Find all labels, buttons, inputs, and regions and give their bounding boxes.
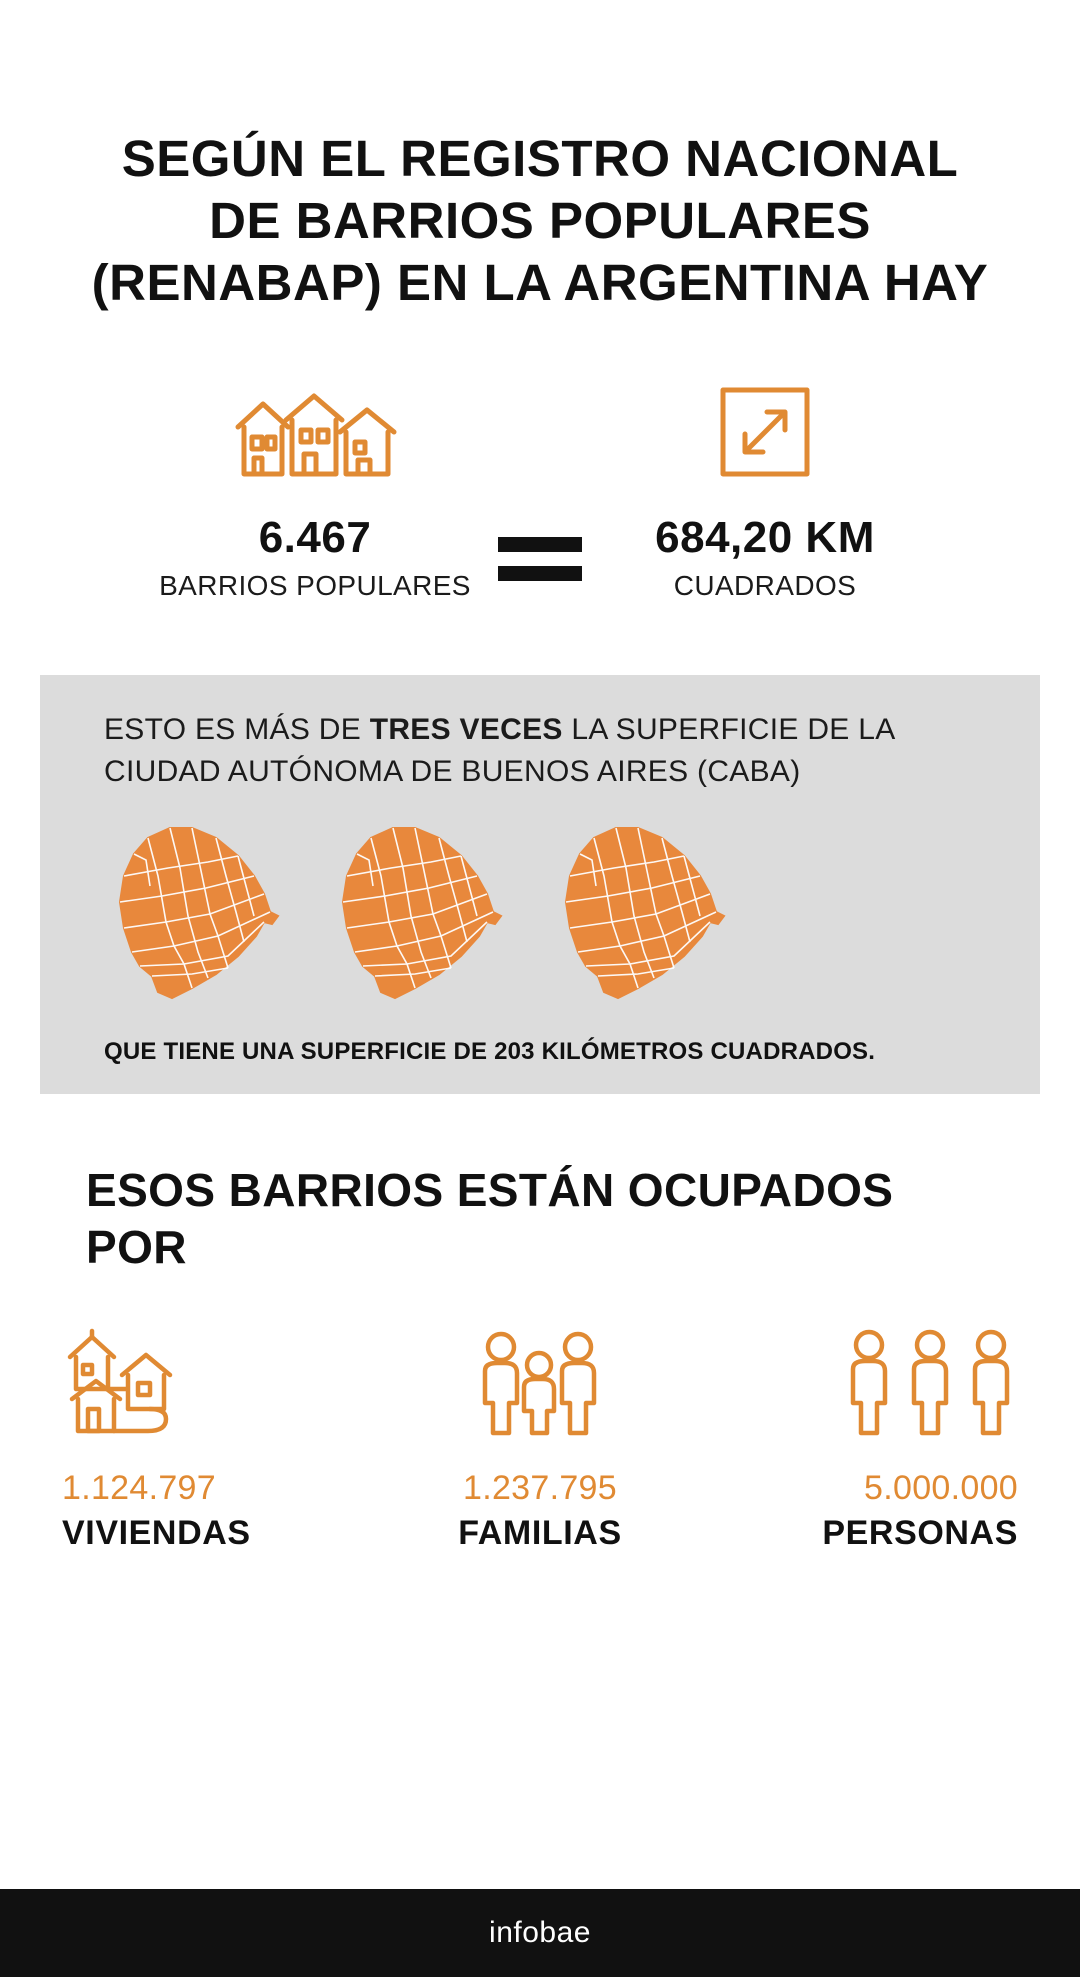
- comparison-text-bold: TRES VECES: [369, 712, 563, 746]
- footer-bar: [0, 1889, 1080, 1977]
- houses-neighborhood-icon: [62, 1327, 202, 1447]
- comparison-text-suffix: LA SUPERFICIE DE LA CIUDAD AUTÓNOMA DE BUENOS AIRES (CABA): [104, 712, 894, 789]
- page-title: SEGÚN EL REGISTRO NACIONAL DE BARRIOS POPULARES (RENABAP) EN LA ARGENTINA HAY: [91, 130, 989, 312]
- stat-barrios: [150, 377, 480, 603]
- stat-viviendas-label: VIVIENDAS: [62, 1513, 251, 1552]
- comparison-text-prefix: ESTO ES MÁS DE: [104, 712, 370, 746]
- stat-viviendas: [62, 1327, 362, 1553]
- section-title: ESOS BARRIOS ESTÁN OCUPADOS POR: [86, 1164, 894, 1273]
- stat-viviendas-number: 1.124.797: [62, 1468, 216, 1507]
- caba-map-icon: [534, 816, 749, 1016]
- stat-barrios-number: 6.467: [258, 512, 372, 562]
- stat-familias: [390, 1327, 690, 1553]
- stat-barrios-label: BARRIOS POPULARES: [159, 569, 471, 601]
- caba-maps-row: [40, 816, 1040, 1016]
- family-icon: [475, 1327, 605, 1447]
- comparison-footnote: QUE TIENE UNA SUPERFICIE DE 203 KILÓMETROS CUADRADOS.: [104, 1038, 876, 1065]
- bottom-stats-row: [0, 1327, 1080, 1553]
- comparison-text: [40, 709, 1040, 794]
- people-icon: [843, 1327, 1018, 1447]
- caba-map-icon: [311, 816, 526, 1016]
- houses-icon: [230, 377, 400, 487]
- stat-superficie-label: CUADRADOS: [673, 569, 857, 601]
- stat-personas-label: PERSONAS: [822, 1513, 1018, 1552]
- stat-familias-label: FAMILIAS: [458, 1513, 622, 1552]
- stat-superficie-number: 684,20 KM: [655, 512, 875, 562]
- caba-map-icon: [88, 816, 303, 1016]
- comparison-box: [40, 675, 1040, 1095]
- top-stats-row: [0, 377, 1080, 603]
- stat-familias-number: 1.237.795: [463, 1468, 617, 1507]
- expand-arrows-icon: [715, 377, 815, 487]
- equals-symbol: [480, 537, 600, 581]
- stat-superficie: [600, 377, 930, 603]
- stat-personas-number: 5.000.000: [864, 1468, 1018, 1507]
- stat-personas: [718, 1327, 1018, 1553]
- infobae-logo: infobae: [489, 1916, 591, 1949]
